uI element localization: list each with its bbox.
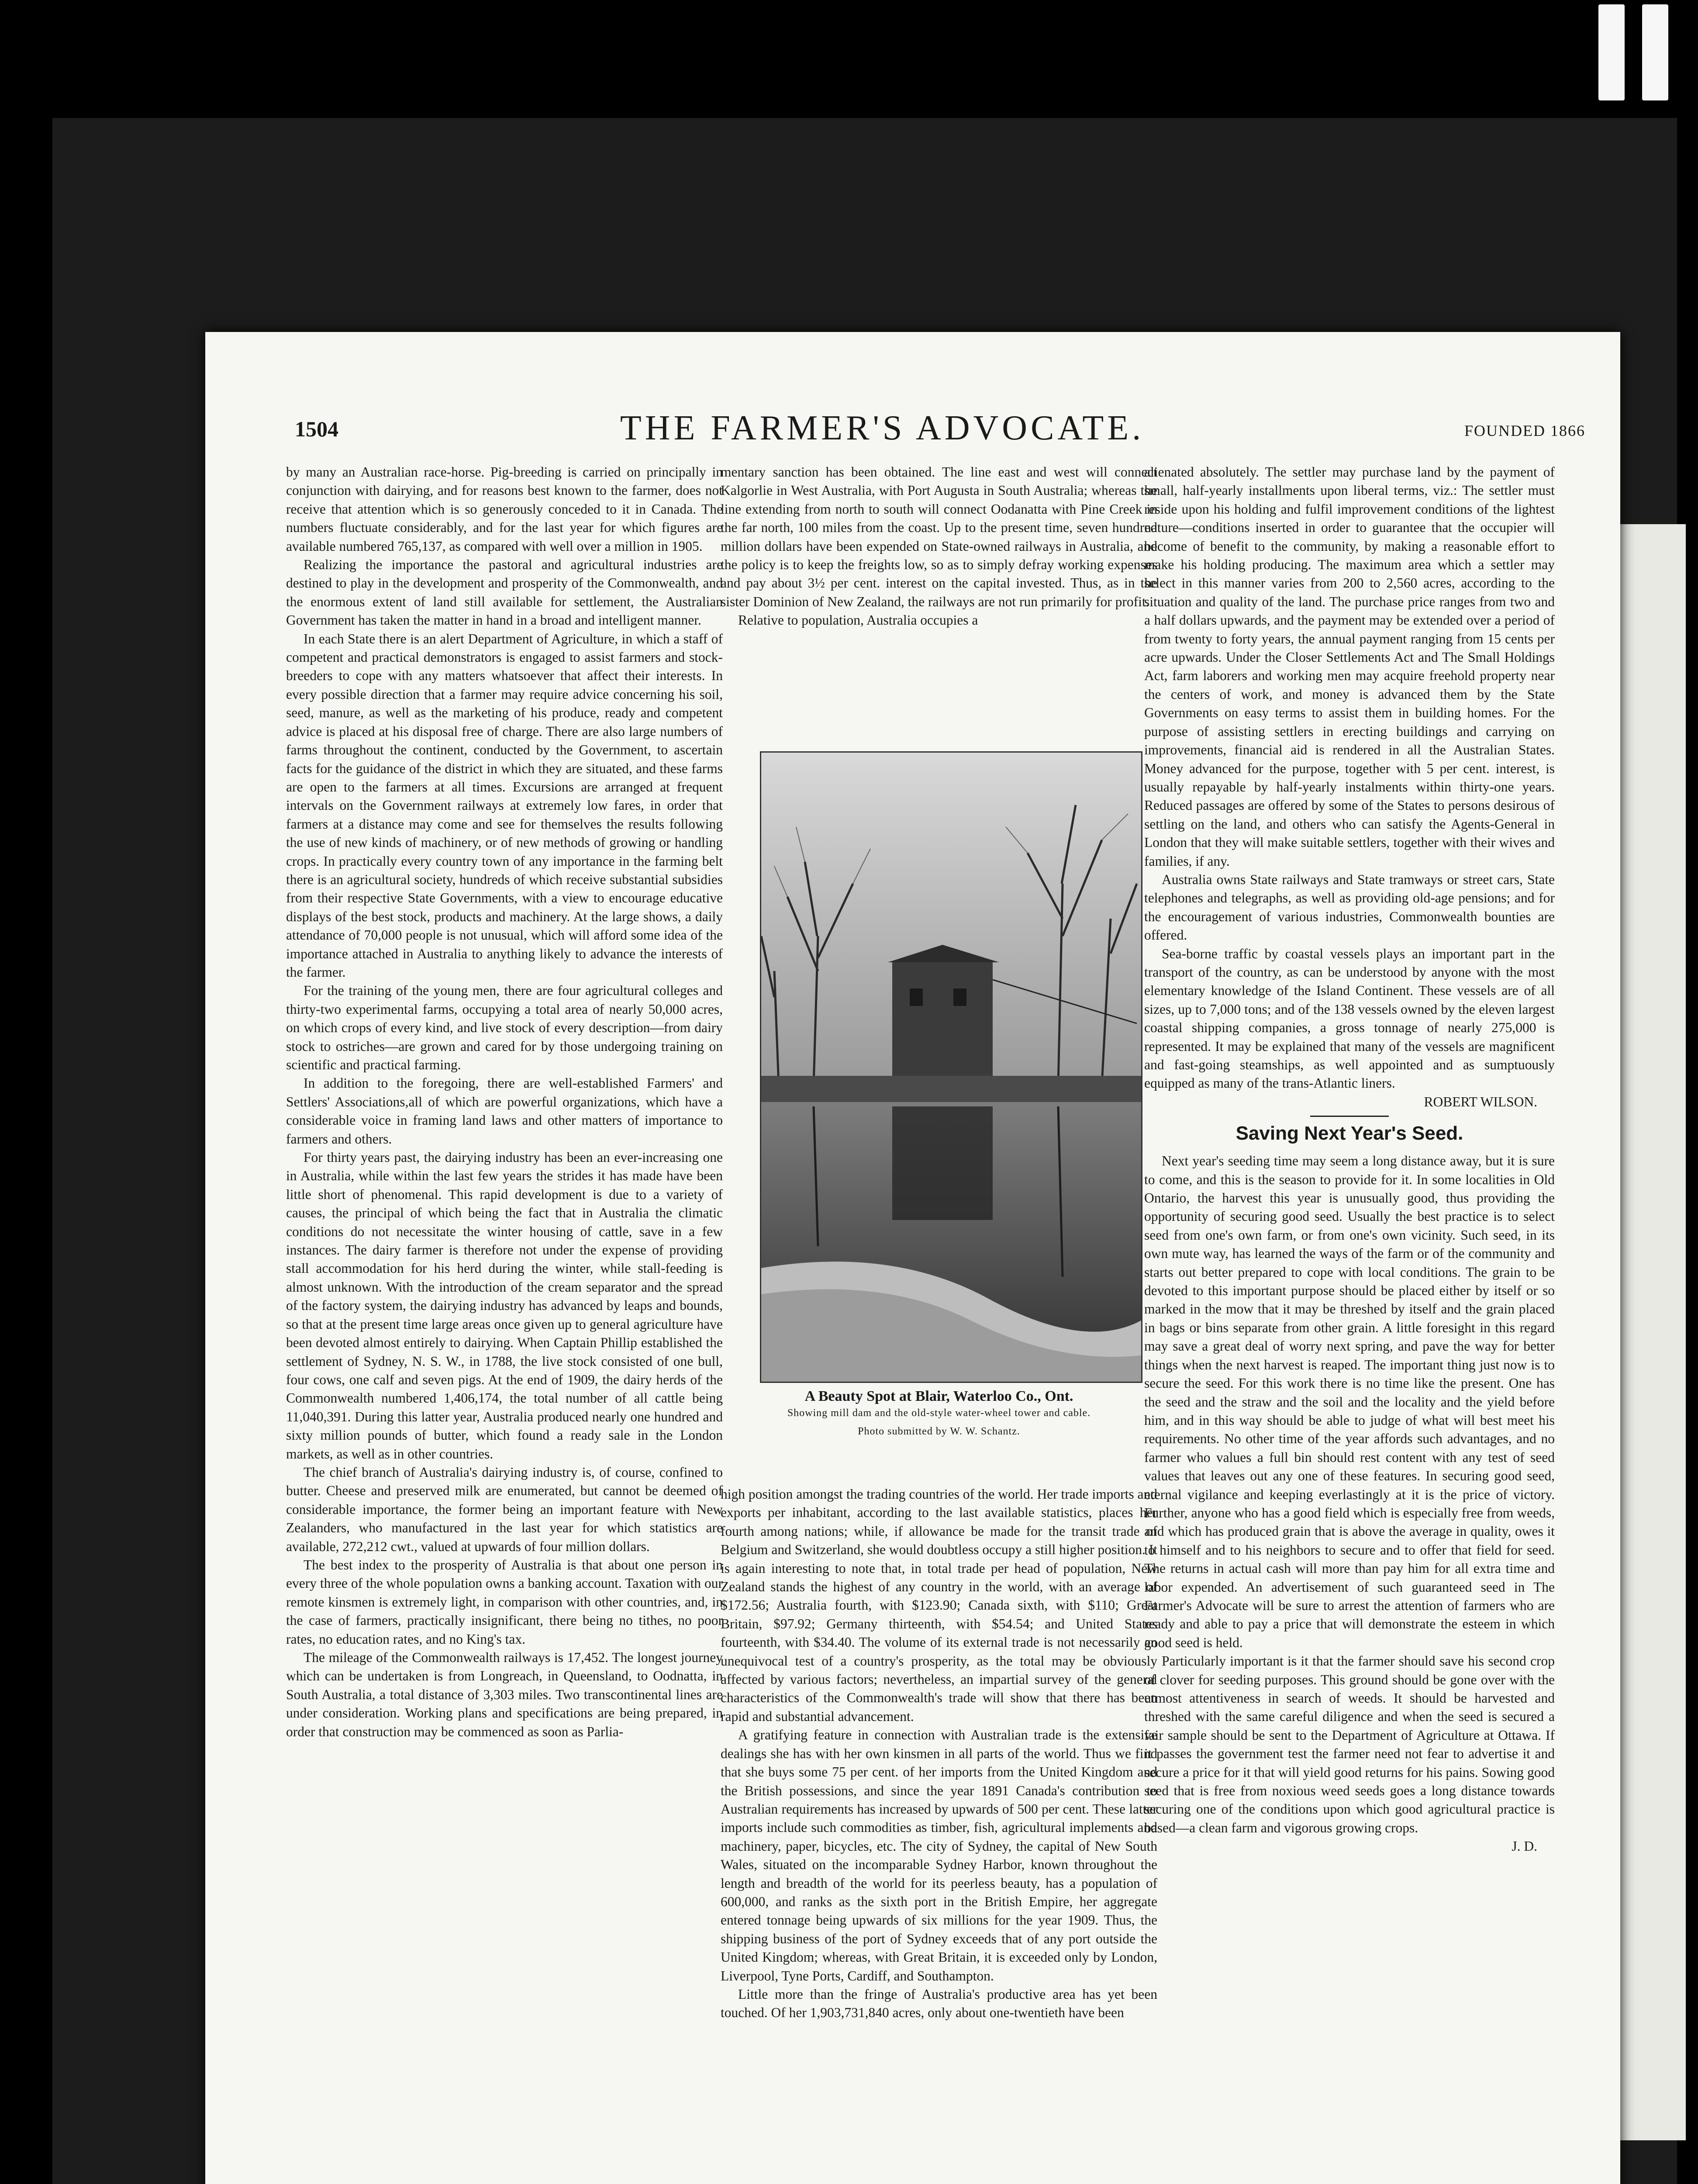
article-column-3 (1144, 463, 1555, 1856)
paragraph: Sea-borne traffic by coastal vessels plays an important part in the transport of the country, as can be understood by anyone with the most elementary knowledge of the Island Continent. These vessels are of all sizes, up to 7,000 tons; and of the 138 vessels owned by the eleven largest coastal shipping companies, a gross tonnage of nearly 275,000 is represented. It may be explained that many of the vessels are magnificent and fast-going steamships, as well appointed and as sumptuously equipped as many of the trans-Atlantic liners. (1144, 946, 1555, 1091)
newspaper-page (205, 332, 1620, 2184)
paragraph: mentary sanction has been obtained. The line east and west will connect Kalgorlie in West Australia, with Port Augusta in South Australia; whereas the line extending from north to south will connect Oodanatta with Pine Creek in the far north, 100 miles from the coast. Up to the present time, seven hundred million dollars have been expended on State-owned railways in Australia, and the policy is to keep the freights low, so as to simply defray working expenses and pay about 3½ per cent. interest on the capital invested. Thus, as in the sister Dominion of New Zealand, the railways are not run primarily for profit. (721, 464, 1157, 609)
article-column-1 (286, 463, 723, 1741)
founded-label: FOUNDED 1866 (1464, 422, 1585, 439)
photo-caption (721, 1387, 1157, 1438)
caption-title: A Beauty Spot at Blair, Waterloo Co., Ont. (804, 1388, 1073, 1404)
paragraph: Next year's seeding time may seem a long distance away, but it is sure to come, and this is the season to provide for it. In some localities in Old Ontario, the harvest this year is unusually good, thus providing the opportunity of securing good seed. Usually the best practice is to select seed from one's own farm, or from one's own vicinity. Such seed, in its own mute way, has learned the ways of the farm or of the community and starts out better prepared to cope with local conditions. The grain to be devoted to this important purpose should be placed either by itself or so marked in the mow that it may be threshed by itself and the grain placed in bags or bins separate from other grain. A little foresight in this regard may save a great deal of worry next spring, and pave the way for better things when the next harvest is reaped. The important thing just now is to secure the seed. For this work there is no time like the present. One has the seed and the straw and the soil and the locality and the yield before him, and in this way should be able to judge of what will best meet his requirements. No other time of the year affords such advantages, and no farmer who values a full bin should rest content with any test of seed values that leaves out any one of these features. In securing good seed, eternal vigilance and keeping everlastingly at it is the price of victory. Further, anyone who has a good field which is especially free from weeds, and which has produced grain that is above the average in quality, owes it to himself and to his neighbors to secure and to offer that field for seed. The returns in actual cash will more than pay him for all extra time and labor expended. An advertisement of such guaranteed seed in The Farmer's Advocate will be sure to arrest the attention of farmers who are ready and able to pay a price that will demonstrate the esteem in which good seed is held. (1144, 1153, 1555, 1650)
paragraph: Little more than the fringe of Australia's productive area has yet been touched. Of her 1,903,731,840 acres, only about one-twentieth have been (721, 1986, 1157, 2021)
paragraph: Particularly important is it that the farmer should save his second crop of clover for seeding purposes. This ground should be gone over with the utmost attentiveness in search of weeds. It should be harvested and threshed with the same careful diligence and when the seed is secured a fair sample should be sent to the Department of Agriculture at Ottawa. If it passes the government test the farmer need not fear to advertise it and secure a price for it that will yield good returns for his pains. Sowing good seed that is free from noxious weed seeds goes a long distance towards securing one of the conditions upon which good agricultural practice is based—a clean farm and vigorous growing crops. (1144, 1653, 1555, 1835)
section-heading: Saving Next Year's Seed. (1236, 1123, 1463, 1144)
paragraph: In each State there is an alert Department of Agriculture, in which a staff of competent and practical demonstrators is engaged to assist farmers and stock-breeders to cope with any matters whatsoever that affect their interests. In every possible direction that a farmer may require advice concerning his soil, seed, manure, as well as the marketing of his produce, ready and competent advice is placed at his disposal free of charge. There are also large numbers of farms throughout the continent, conducted by the Government, to ascertain facts for the guidance of the district in which they are situated, and these farms are open to the farmers at all times. Excursions are arranged at frequent intervals on the Government railways at extremely low fares, in order that farmers at a distance may come and see for themselves the results following the use of new kinds of machinery, or of new methods of growing or handling crops. In practically every country town of any importance in the farming belt there is an agricultural society, hundreds of which receive substantial subsidies from their respective State Governments, with a view to encourage educative displays of the best stock, products and machinery. At the large shows, a daily attendance of 70,000 people is not unusual, which will afford some idea of the importance attached in Australia to anything likely to advance the interests of the farmer. (286, 631, 723, 980)
paragraph: The mileage of the Commonwealth railways is 17,452. The longest journey which can be undertaken is from Longreach, in Queensland, to Oodnatta, in South Australia, a total distance of 3,303 miles. Two transcontinental lines are under consideration. Working plans and specifications are being prepared, in order that construction may be commenced as soon as Parlia- (286, 1650, 723, 1739)
paragraph: The best index to the prosperity of Australia is that about one person in every three of the whole population owns a banking account. Taxation with our remote kinsmen is extremely light, in comparison with other countries, and, in the case of farmers, practically insignificant, there being no tithes, no poor rates, no education rates, and no King's tax. (286, 1557, 723, 1647)
section-byline: J. D. (1512, 1838, 1537, 1854)
caption-credit: Photo submitted by W. W. Schantz. (858, 1426, 1020, 1437)
caption-subtitle: Showing mill dam and the old-style water-wheel tower and cable. (787, 1407, 1091, 1419)
paragraph: high position amongst the trading countries of the world. Her trade imports and exports per inhabitant, according to the last available statistics, places her fourth among nations; while, if allowance be made for the transit trade of Belgium and Switzerland, she would doubtless occupy a still higher position. It is again interesting to note that, in total trade per head of population, New Zealand stands the highest of any country in the world, with an average of $172.56; Australia fourth, with $123.90; Canada sixth, with $110; Great Britain, $97.92; Germany thirteenth, with $54.54; and United States fourteenth, with $34.40. The volume of its external trade is not necessarily an unequivocal test of a country's prosperity, as the total may be obviously affected by various factors; nevertheless, an impartial survey of the general characteristics of the Commonwealth's trade will show that there has been rapid and substantial advancement. (721, 1486, 1157, 1724)
paragraph: A gratifying feature in connection with Australian trade is the extensive dealings she has with her own kinsmen in all parts of the world. Thus we find that she buys some 75 per cent. of her imports from the United Kingdom and the British possessions, and since the year 1891 Canada's contribution to Australian requirements has increased by upwards of 500 per cent. These latter imports include such commodities as timber, fish, agricultural implements and machinery, paper, bicycles, etc. The city of Sydney, the capital of New South Wales, situated on the incomparable Sydney Harbor, known throughout the length and breadth of the world for its peerless beauty, has a population of 600,000, and ranks as the sixth port in the British Empire, her aggregate entered tonnage being upwards of six millions for the year 1909. Thus, the shipping business of the port of Sydney exceeds that of any port outside the United Kingdom; whereas, with Great Britain, it is exceeded only by London, Liverpool, Tyne Ports, Cardiff, and Southampton. (721, 1727, 1157, 1984)
article-column-2-top (721, 463, 1157, 630)
paragraph: alienated absolutely. The settler may purchase land by the payment of small, half-yearly installments upon liberal terms, viz.: The settler must reside upon his holding and fulfil improvement conditions of the lightest nature—conditions inserted in order to guarantee that the occupier will become of benefit to the community, by making a reasonable effort to make his holding producing. The maximum area which a settler may select in this manner varies from 200 to 2,560 acres, according to the situation and quality of the land. The purchase price ranges from two and a half dollars upwards, and the payment may be extended over a period of from twenty to forty years, the annual payment ranging from 15 cents per acre upwards. Under the Closer Settlements Act and The Small Holdings Act, farm laborers and working men may acquire freehold property near the centers of work, and money is advanced them by the State Governments on easy terms to assist them in building homes. For the purpose of assisting settlers in erecting buildings and carrying on improvements, financial aid is rendered in all the Australian States. Money advanced for the purpose, together with 5 per cent. interest, is usually repayable by half-yearly instalments within thirty-one years. Reduced passages are offered by some of the States to persons desirous of settling on the land, and others who can satisfy the Agents-General in London that they will make suitable settlers, together with their wives and families, if any. (1144, 464, 1555, 869)
paragraph: In addition to the foregoing, there are well-established Farmers' and Settlers' Associations,all of which are powerful organizations, which have a considerable voice in framing land laws and other matters of importance to farmers and others. (286, 1075, 723, 1147)
mill-dam-photograph (760, 751, 1142, 1383)
masthead-title: THE FARMER'S ADVOCATE. (620, 409, 1145, 447)
paragraph: The chief branch of Australia's dairying industry is, of course, confined to butter. Cheese and preserved milk are enumerated, but cannot be deemed of considerable importance, the former being an important feature with New Zealanders, who manufactured in the last year for which statistics are available, 272,212 cwt., valued at upwards of four million dollars. (286, 1464, 723, 1554)
paragraph: by many an Australian race-horse. Pig-breeding is carried on principally in conjunction with dairying, and for reasons best known to the farmer, does not receive that attention which is so generously conceded to it in Canada. The numbers fluctuate considerably, and for the last year for which figures are available numbered 765,137, as compared with well over a million in 1905. (286, 464, 723, 554)
film-sprocket-hole (1598, 4, 1625, 100)
paragraph: Relative to population, Australia occupies a (738, 612, 978, 628)
article-byline: ROBERT WILSON. (1424, 1094, 1537, 1109)
paragraph: Australia owns State railways and State tramways or street cars, State telephones and telegraphs, as well as providing old-age pensions; and for the encouragement of various industries, Commonwealth bounties are offered. (1144, 871, 1555, 943)
section-divider (1310, 1116, 1389, 1117)
paragraph: For thirty years past, the dairying industry has been an ever-increasing one in Australia, while within the last few years the strides it has made have been little short of phenomenal. This rapid development is due to a variety of causes, the principal of which being the fact that in Australia the climatic conditions do not necessitate the winter housing of cattle, save in a few instances. The dairy farmer is therefore not under the expense of providing stall accommodation for his herd during the winter, while stall-feeding is almost unknown. With the introduction of the cream separator and the spread of the factory system, the dairying industry has advanced by leaps and bounds, so that at the present time large areas once given up to general agriculture have been devoted almost entirely to dairying. When Captain Phillip established the settlement of Sydney, N. S. W., in 1788, the live stock consisted of one bull, four cows, one calf and seven pigs. At the end of 1909, the dairy herds of the Commonwealth numbered 1,406,174, the total number of all cattle being 11,040,391. During this latter year, Australia produced nearly one hundred and sixty million pounds of butter, which found a ready sale in the London markets, as well as in other countries. (286, 1150, 723, 1462)
paragraph: For the training of the young men, there are four agricultural colleges and thirty-two experimental farms, occupying a total area of nearly 50,000 acres, on which crops of every kind, and live stock of every description—from dairy stock to ostriches—are grown and cared for by those undergoing training on scientific and practical farming. (286, 983, 723, 1072)
film-sprocket-hole (1642, 4, 1668, 100)
article-column-2-bottom (721, 1485, 1157, 2022)
paragraph: Realizing the importance the pastoral and agricultural industries are destined to play in the development and prosperity of the Commonwealth, and the enormous extent of land still available for settlement, the Australian Government has taken the matter in hand in a broad and intelligent manner. (286, 557, 723, 628)
page-number: 1504 (295, 417, 338, 441)
page-header (205, 408, 1620, 456)
